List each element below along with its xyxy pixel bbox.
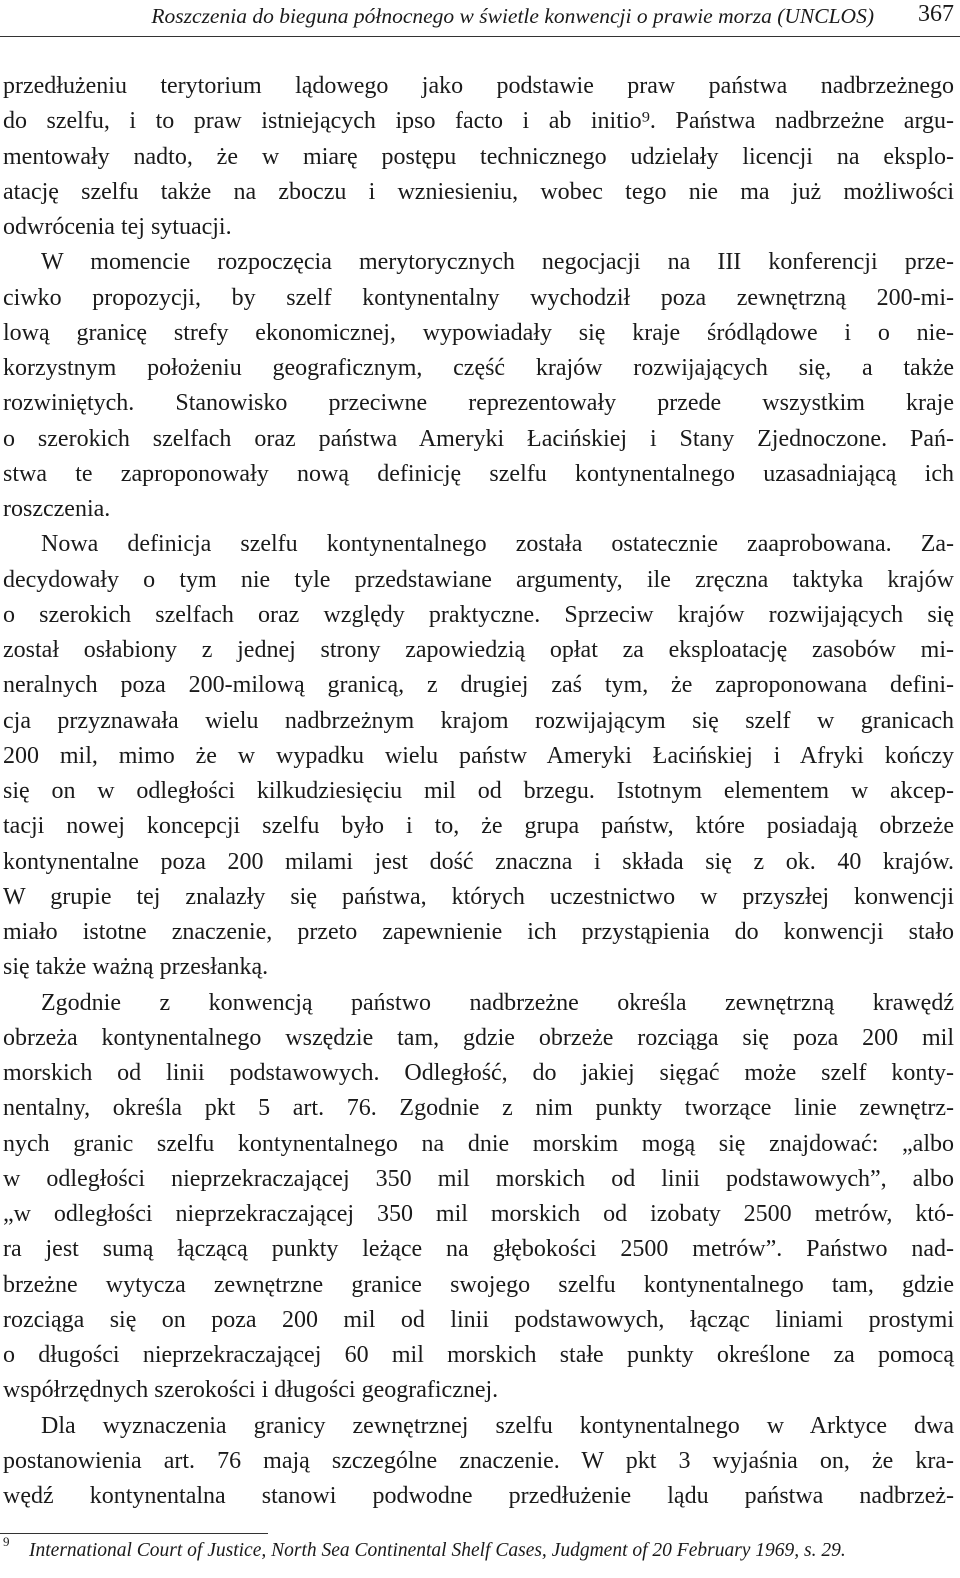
text-line: o szerokich szelfach oraz względy praktyczne. Sprzeciw krajów rozwijających się (3, 601, 954, 628)
text-line: rozwiniętych. Stanowisko przeciwne reprezentowały przede wszystkim kraje (3, 390, 954, 417)
text-line: do szelfu, i to praw istniejących ipso facto i ab initio⁹. Państwa nadbrzeżne argu- (3, 108, 954, 135)
text-line: tacji nowej koncepcji szelfu było i to, że grupa państw, które posiadają obrzeże (3, 813, 954, 840)
text-line: się także ważną przesłanką. (3, 954, 269, 981)
text-line: stwa te zaproponowały nową definicję szelfu kontynentalnego uzasadniającą ich (3, 460, 954, 487)
text-line: w odległości nieprzekraczającej 350 mil morskich od linii podstawowych”, albo (3, 1165, 954, 1192)
text-line: współrzędnych szerokości i długości geograficznej. (3, 1377, 499, 1404)
text-line: „w odległości nieprzekraczającej 350 mil morskich od izobaty 2500 metrów, któ- (3, 1201, 954, 1227)
text-line: o szerokich szelfach oraz państwa Ameryki Łacińskiej i Stany Zjednoczone. Pań- (3, 425, 954, 452)
text-line: kontynentalne poza 200 milami jest dość znaczna i składa się z ok. 40 krajów. (3, 848, 954, 875)
text-line: się on w odległości kilkudziesięciu mil od brzegu. Istotnym elementem w akcep- (3, 778, 954, 804)
running-header-title: Roszczenia do bieguna północnego w świetle konwencji o prawie morza (UNCLOS) (151, 4, 874, 28)
footnote-text: International Court of Justice, North Sea Continental Shelf Cases, Judgment of 20 February 1969, s. 29. (29, 1540, 846, 1561)
text-line: ra jest sumą łączącą punkty leżące na głębokości 2500 metrów”. Państwo nad- (3, 1236, 954, 1263)
text-line: postanowienia art. 76 mają szczególne znaczenie. W pkt 3 wyjaśnia on, że kra- (3, 1447, 954, 1474)
text-line: nentalny, określa pkt 5 art. 76. Zgodnie z nim punkty tworzące linie zewnętrz- (3, 1095, 954, 1122)
text-line: lową granicę strefy ekonomicznej, wypowiadały się kraje śródlądowe i o nie- (3, 319, 954, 346)
text-line: rozciąga się on poza 200 mil od linii podstawowych, łącząc liniami prostymi (3, 1306, 954, 1333)
text-line: przedłużeniu terytorium lądowego jako podstawie praw państwa nadbrzeżnego (3, 73, 954, 99)
footnote-separator (0, 1533, 268, 1534)
footnote-number: 9 (3, 1534, 10, 1549)
text-line: odwrócenia tej sytuacji. (3, 214, 232, 240)
text-line: neralnych poza 200-milową granicą, z drugiej zaś tym, że zaproponowana defini- (3, 672, 954, 699)
text-line: wędź kontynentalna stanowi podwodne przedłużenie lądu państwa nadbrzeż- (3, 1483, 954, 1509)
text-line: cja przyznawała wielu nadbrzeżnym krajom rozwijającym się szelf w granicach (3, 707, 954, 734)
text-line: miało istotne znaczenie, przeto zapewnienie ich przystąpienia do konwencji stało (3, 919, 954, 945)
text-line: mentowały nadto, że w miarę postępu technicznego udzielały licencji na eksplo- (3, 143, 954, 170)
text-line: W momencie rozpoczęcia merytorycznych negocjacji na III konferencji prze- (41, 249, 954, 276)
page-number: 367 (918, 1, 954, 27)
text-line: roszczenia. (3, 496, 111, 522)
text-line: o długości nieprzekraczającej 60 mil morskich stałe punkty określone za pomocą (3, 1342, 954, 1368)
text-line: W grupie tej znalazły się państwa, których uczestnictwo w przyszłej konwencji (3, 883, 954, 910)
text-line: korzystnym położeniu geograficznym, część krajów rozwijających się, a także (3, 355, 954, 381)
text-line: Nowa definicja szelfu kontynentalnego została ostatecznie zaaprobowana. Za- (41, 531, 954, 558)
text-line: decydowały o tym nie tyle przedstawiane argumenty, ile zręczna taktyka krajów (3, 566, 954, 593)
text-line: został osłabiony z jednej strony zapowiedzią opłat za eksploatację zasobów mi- (3, 637, 954, 663)
text-line: atację szelfu także na zboczu i wzniesieniu, wobec tego nie ma już możliwości (3, 178, 954, 205)
text-line: 200 mil, mimo że w wypadku wielu państw Ameryki Łacińskiej i Afryki kończy (3, 742, 954, 769)
text-line: Dla wyznaczenia granicy zewnętrznej szelfu kontynentalnego w Arktyce dwa (41, 1412, 954, 1439)
text-line: ciwko propozycji, by szelf kontynentalny wychodził poza zewnętrzną 200-mi- (3, 284, 954, 311)
body-text (3, 69, 954, 1514)
text-line: obrzeża kontynentalnego wszędzie tam, gdzie obrzeże rozciąga się poza 200 mil (3, 1024, 954, 1051)
text-line: Zgodnie z konwencją państwo nadbrzeżne określa zewnętrzną krawędź (41, 989, 954, 1016)
running-header (0, 0, 960, 37)
text-line: nych granic szelfu kontynentalnego na dnie morskim mogą się znajdować: „albo (3, 1130, 954, 1157)
text-line: brzeżne wytycza zewnętrzne granice swojego szelfu kontynentalnego tam, gdzie (3, 1271, 954, 1298)
text-line: morskich od linii podstawowych. Odległość, do jakiej sięgać może szelf konty- (3, 1060, 954, 1086)
